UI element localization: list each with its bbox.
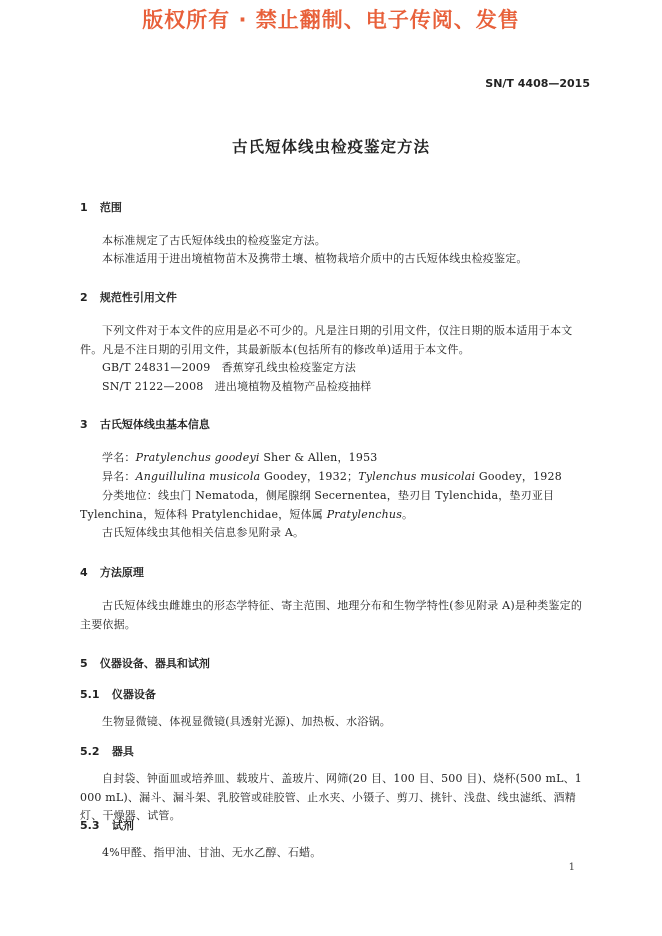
section-2-paragraph-1: 下列文件对于本文件的应用是必不可少的。凡是注日期的引用文件，仅注日期的版本适用于本文件。凡是不注日期的引用文件，其最新版本(包括所有的修改单)适用于本文件。 <box>80 324 573 356</box>
synonym-author-1: Goodey，1932； <box>260 470 359 483</box>
section-number: 4 <box>80 566 88 579</box>
scientific-name-line <box>80 449 591 468</box>
section-title: 仪器设备 <box>111 688 156 701</box>
section-4-heading <box>80 564 144 580</box>
section-1-paragraph-1: 本标准规定了古氏短体线虫的检疫鉴定方法。 <box>102 234 326 247</box>
section-number: 5.1 <box>80 688 100 701</box>
section-title: 范围 <box>99 201 122 214</box>
synonym-name-1: Anguillulina musicola <box>135 470 261 483</box>
section-5-1-heading <box>80 686 156 702</box>
section-1-paragraph-2: 本标准适用于进出境植物苗木及携带土壤、植物栽培介质中的古氏短体线虫检疫鉴定。 <box>102 252 528 265</box>
section-number: 2 <box>80 291 88 304</box>
scientific-name: Pratylenchus goodeyi <box>135 451 260 464</box>
scientific-name-author: Sher & Allen，1953 <box>259 451 378 464</box>
section-5-3-paragraph: 4%甲醛、指甲油、甘油、无水乙醇、石蜡。 <box>102 846 322 859</box>
synonym-line <box>80 468 591 487</box>
copyright-banner: 版权所有 · 禁止翻制、电子传阅、发售 <box>142 8 520 32</box>
synonym-name-2: Tylenchus musicolai <box>358 470 476 483</box>
section-1-heading <box>80 199 122 215</box>
section-4-paragraph-1: 古氏短体线虫雌雄虫的形态学特征、寄主范围、地理分布和生物学特性(参见附录 A)是种类鉴定的主要依据。 <box>80 599 583 631</box>
section-5-2-heading <box>80 743 134 759</box>
section-number: 1 <box>80 201 88 214</box>
standard-code: SN/T 4408—2015 <box>485 77 590 90</box>
document-title: 古氏短体线虫检疫鉴定方法 <box>231 138 430 156</box>
section-title: 仪器设备、器具和试剂 <box>99 657 210 670</box>
normative-reference-2: SN/T 2122—2008 进出境植物及植物产品检疫抽样 <box>102 380 372 393</box>
taxonomy-genus: Pratylenchus <box>326 507 403 521</box>
section-5-1-paragraph: 生物显微镜、体视显微镜(具透射光源)、加热板、水浴锅。 <box>102 715 391 728</box>
section-title: 古氏短体线虫基本信息 <box>99 418 210 431</box>
section-title: 器具 <box>111 745 134 758</box>
synonym-prefix: 异名： <box>102 470 136 483</box>
section-5-2-paragraph: 自封袋、钟面皿或培养皿、载玻片、盖玻片、网筛(20 目、100 目、500 目)、烧杯(500 mL、1 000 mL)、漏斗、漏斗架、乳胶管或硅胶管、止水夹、小镊子、剪刀、挑针、浅盘、线虫滤纸、酒精灯、干燥器、试管。 <box>80 772 582 822</box>
scientific-name-prefix: 学名： <box>102 451 136 464</box>
section-title: 试剂 <box>111 819 134 832</box>
section-number: 5.2 <box>80 745 100 758</box>
section-number: 5 <box>80 657 88 670</box>
section-5-heading <box>80 655 210 671</box>
section-3-heading <box>80 416 210 432</box>
section-number: 5.3 <box>80 819 100 832</box>
section-title: 规范性引用文件 <box>99 291 177 304</box>
taxonomy-text: 分类地位：线虫门 Nematoda，侧尾腺纲 Secernentea，垫刃目 Tylenchida，垫刃亚目 Tylenchina，短体科 Pratylenchidae，短体属 <box>80 489 555 521</box>
section-2-heading <box>80 289 177 305</box>
taxonomy-end: 。 <box>402 507 414 521</box>
section-3-paragraph-4: 古氏短体线虫其他相关信息参见附录 A。 <box>102 526 305 539</box>
taxonomy-paragraph <box>80 487 591 524</box>
page-number: 1 <box>568 862 575 873</box>
normative-reference-1: GB/T 24831—2009 香蕉穿孔线虫检疫鉴定方法 <box>102 361 356 374</box>
section-number: 3 <box>80 418 88 431</box>
section-5-3-heading <box>80 817 134 833</box>
synonym-author-2: Goodey，1928 <box>475 470 562 483</box>
section-title: 方法原理 <box>99 566 144 579</box>
